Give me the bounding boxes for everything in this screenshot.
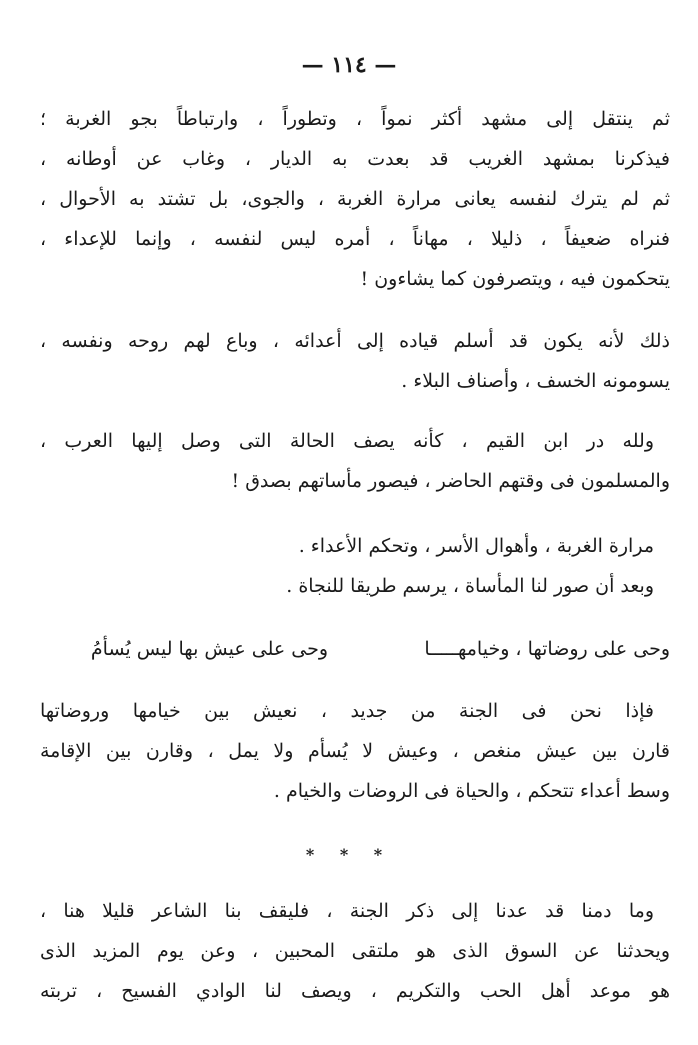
text-line: يتحكمون فيه ، ويتصرفون كما يشاءون !	[360, 268, 670, 290]
text-line: يسومونه الخسف ، وأصناف البلاء .	[401, 370, 670, 392]
text-line: فيذكرنا بمشهد الغريب قد بعدت به الديار ، وغاب عن أوطانه ،	[40, 148, 670, 170]
text-line: هو موعد أهل الحب والتكريم ، ويصف لنا الوادي الفسيح ، تربته	[40, 980, 670, 1002]
text-line: ويحدثنا عن السوق الذى هو ملتقى المحبين ، وعن يوم المزيد الذى	[40, 940, 670, 962]
section-separator: * * *	[305, 845, 393, 864]
text-line: فنراه ضعيفاً ، ذليلا ، مهاناً ، أمره ليس لنفسه ، وإنما للإعداء ،	[40, 228, 670, 250]
text-line: وما دمنا قد عدنا إلى ذكر الجنة ، فليقف بنا الشاعر قليلا هنا ،	[40, 900, 654, 922]
text-line: ثم لم يترك لنفسه يعانى مرارة الغربة ، والجوى، بل تشتد به الأحوال ،	[40, 188, 670, 210]
text-line: ولله در ابن القيم ، كأنه يصف الحالة التى وصل إليها العرب ،	[40, 430, 654, 452]
text-line: مرارة الغربة ، وأهوال الأسر ، وتحكم الأعداء .	[298, 535, 654, 557]
page-number: — ١١٤ —	[301, 52, 397, 78]
text-line: وبعد أن صور لنا المأساة ، يرسم طريقا للنجاة .	[286, 575, 654, 597]
text-line: وسط أعداء تتحكم ، والحياة فى الروضات والخيام .	[273, 780, 670, 802]
text-line: ثم ينتقل إلى مشهد أكثر نمواً ، وتطوراً ، وارتباطاً بجو الغربة ؛	[40, 108, 670, 130]
text-line: والمسلمون فى وقتهم الحاضر ، فيصور مأساتهم بصدق !	[231, 470, 670, 492]
text-line: ذلك لأنه يكون قد أسلم قياده إلى أعدائه ، وباع لهم روحه ونفسه ،	[40, 330, 670, 352]
verse-hemistich-2: وحى على عيش بها ليس يُسأمُ	[90, 638, 328, 660]
text-line: فإذا نحن فى الجنة من جديد ، نعيش بين خيامها وروضاتها	[40, 700, 654, 722]
verse-hemistich-1: وحى على روضاتها ، وخيامهـــــا	[424, 638, 670, 660]
text-line: قارن بين عيش منغص ، وعيش لا يُسأم ولا يمل ، وقارن بين الإقامة	[40, 740, 670, 762]
